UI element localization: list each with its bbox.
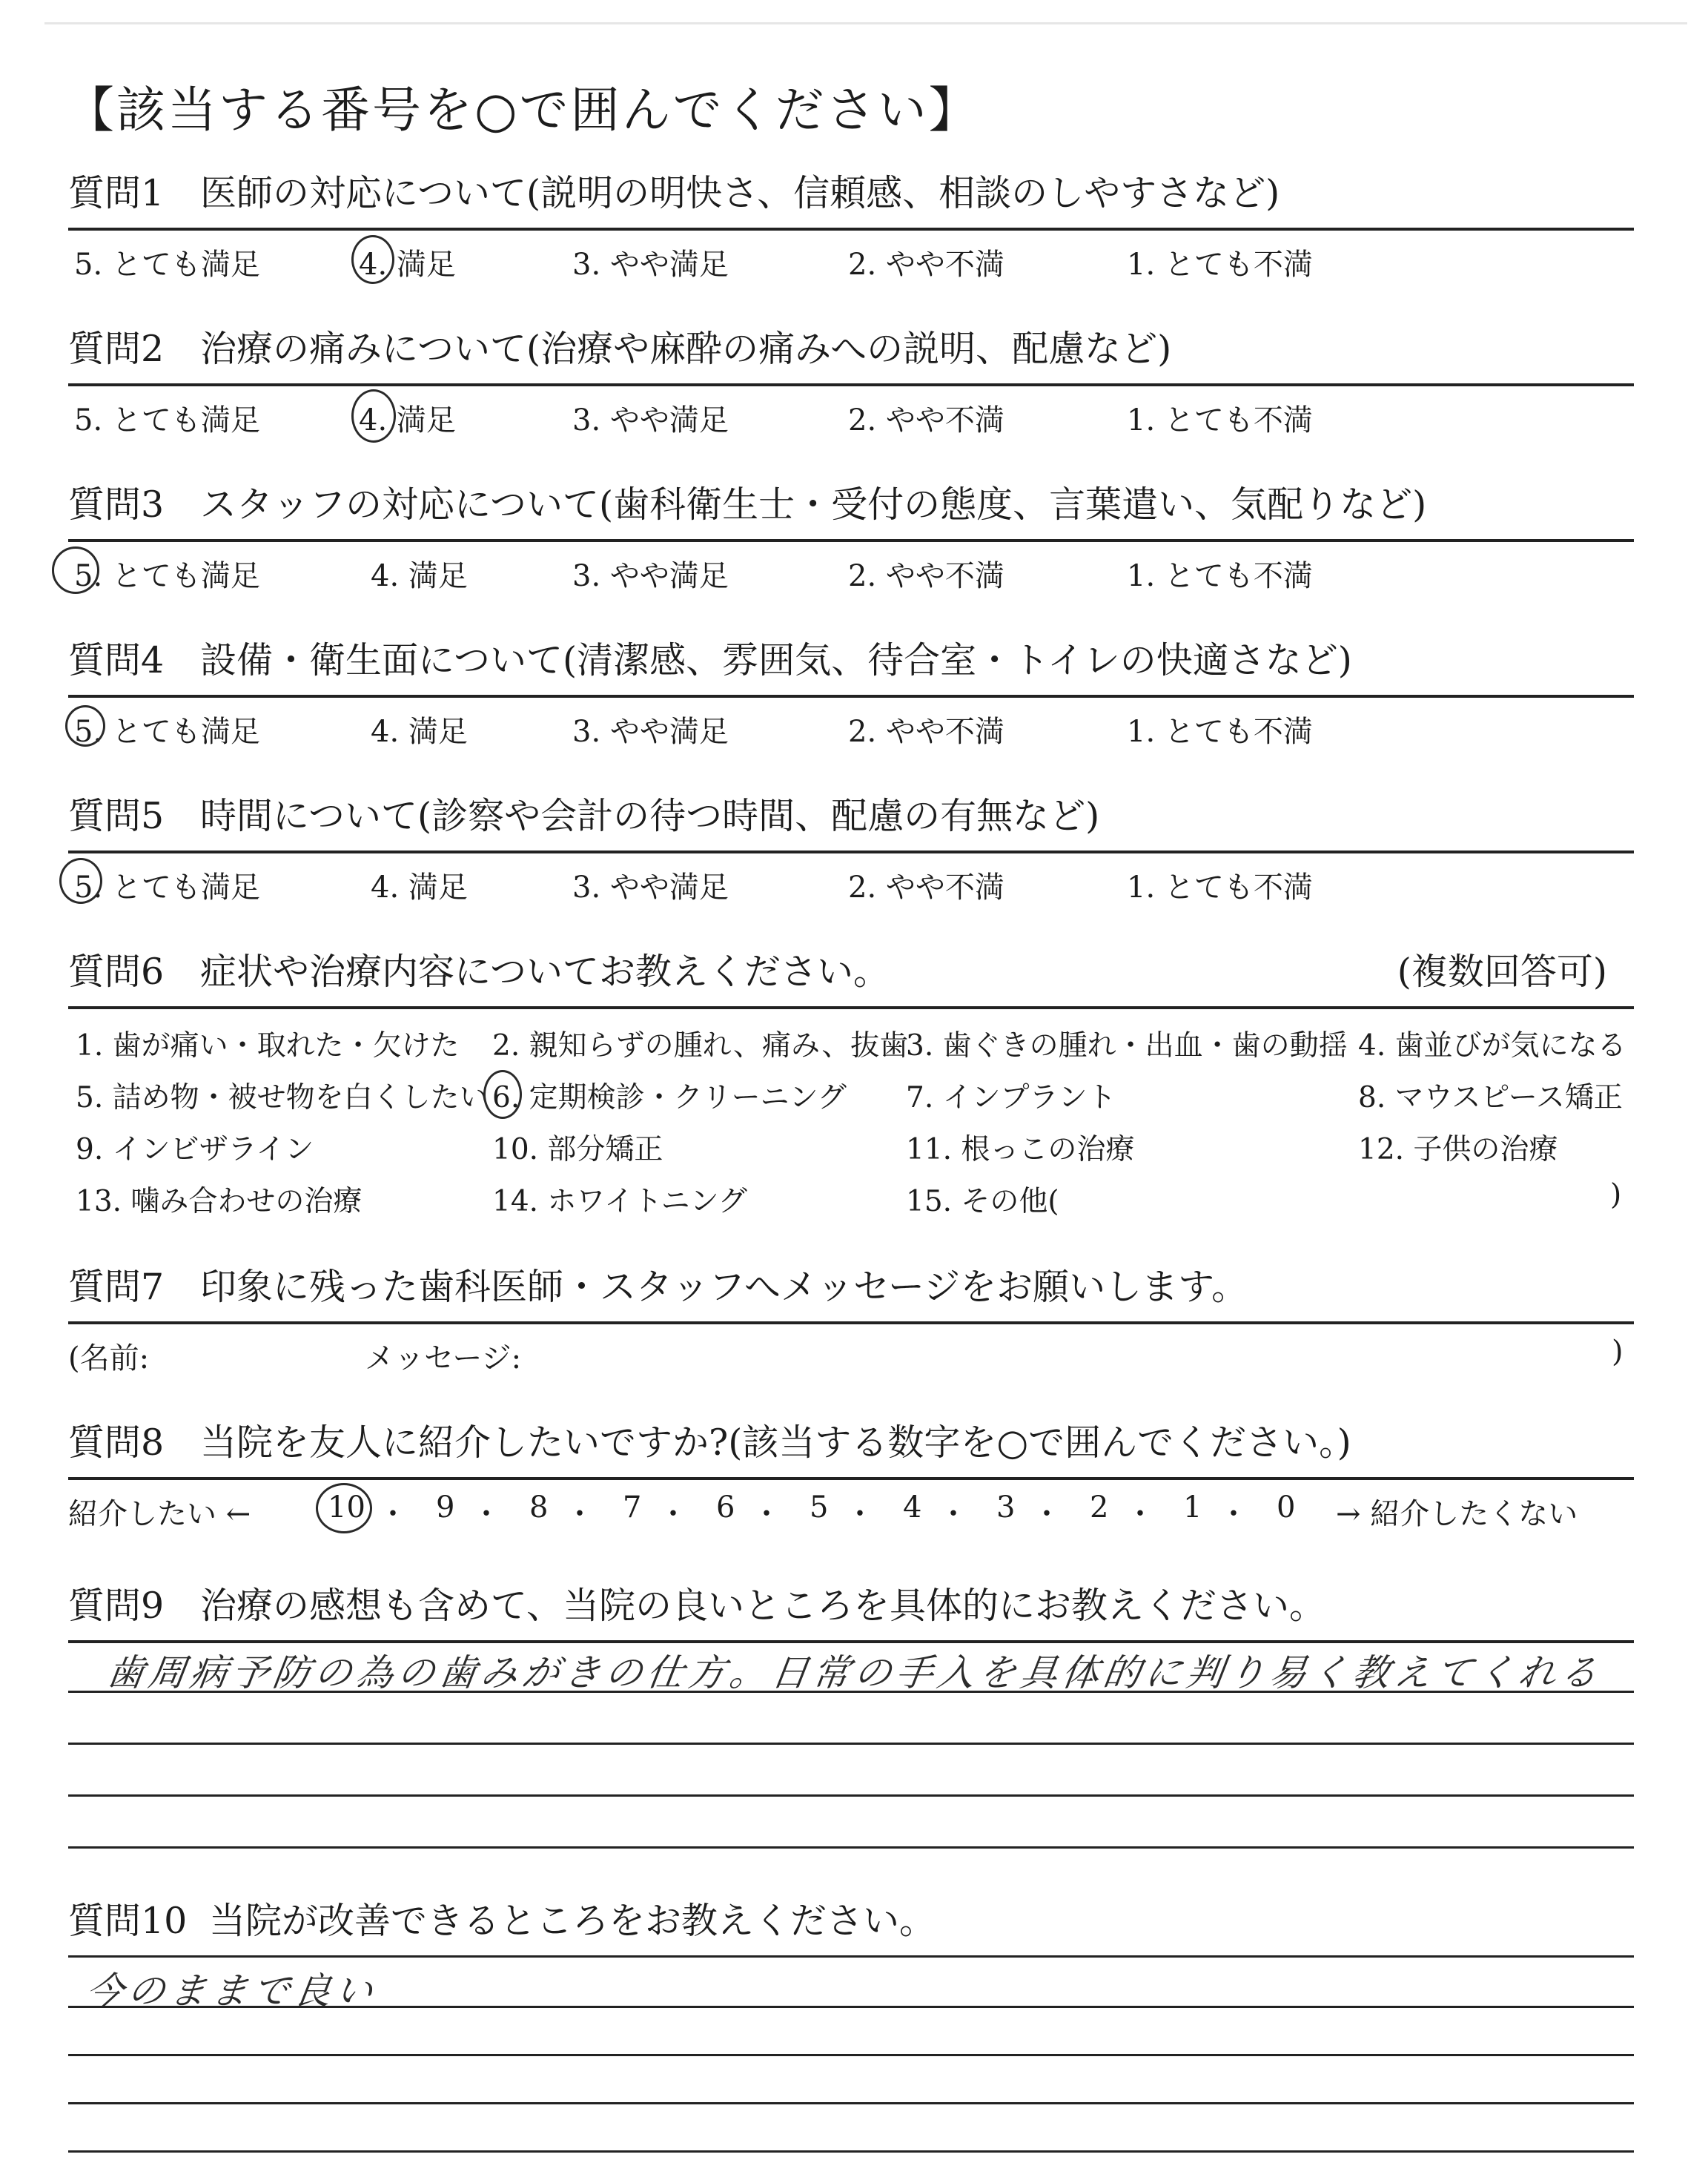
option-3[interactable]: 3. 歯ぐきの腫れ・出血・歯の動揺 <box>906 1029 1348 1063</box>
scale-dot: ・ <box>1125 1497 1155 1531</box>
scale-8[interactable]: 8 <box>529 1490 549 1525</box>
option-3[interactable]: 3. やや満足 <box>572 248 729 282</box>
option-5[interactable]: 5. 詰め物・被せ物を白くしたい <box>76 1081 489 1114</box>
question-title: 質問7 印象に残った歯科医師・スタッフへメッセージをお願いします。 <box>68 1253 1634 1324</box>
option-5[interactable]: 5. とても満足 <box>74 403 260 437</box>
rating-options <box>68 542 1634 604</box>
scale-dot: ・ <box>1219 1497 1248 1531</box>
question-title: 質問8 当院を友人に紹介したいですか?(該当する数字を○で囲んでください。) <box>68 1409 1634 1480</box>
scale-4[interactable]: 4 <box>903 1490 922 1525</box>
message-label: メッセージ: <box>365 1341 522 1375</box>
answer-line <box>68 2006 1634 2008</box>
option-5[interactable]: 5. とても満足 <box>74 871 260 905</box>
option-2[interactable]: 2. やや不満 <box>848 248 1004 282</box>
question-title: 質問10 当院が改善できるところをお教えください。 <box>68 1887 1634 1958</box>
message-row <box>68 1324 1634 1387</box>
question-7 <box>68 1253 1634 1387</box>
handwritten-answer-q9: 歯周病予防の為の歯みがきの仕方。日常の手入を具体的に判り易く教えてくれる <box>104 1651 1605 1694</box>
option-15[interactable]: 15. その他( <box>906 1185 1059 1218</box>
option-2[interactable]: 2. やや不満 <box>848 559 1004 593</box>
question-10 <box>68 1887 1634 1958</box>
multiple-answers-note: (複数回答可) <box>1397 951 1607 993</box>
option-2[interactable]: 2. やや不満 <box>848 715 1004 749</box>
option-10[interactable]: 10. 部分矯正 <box>492 1133 663 1166</box>
scale-dot: ・ <box>752 1497 781 1531</box>
recommend-right-label: → 紹介したくない <box>1336 1497 1578 1531</box>
scale-2[interactable]: 2 <box>1090 1490 1109 1525</box>
instruction-header: 【該当する番号を○で囲んでください】 <box>65 82 980 139</box>
handwritten-answer-q10: 今のままで良い <box>83 1969 380 2012</box>
scale-6[interactable]: 6 <box>716 1490 735 1525</box>
question-5 <box>68 782 1634 916</box>
option-3[interactable]: 3. やや満足 <box>572 559 729 593</box>
rating-options <box>68 386 1634 449</box>
question-title: 質問5 時間について(診察や会計の待つ時間、配慮の有無など) <box>68 782 1634 853</box>
option-12[interactable]: 12. 子供の治療 <box>1358 1133 1558 1166</box>
scale-dot: ・ <box>658 1497 688 1531</box>
option-6[interactable]: 6. 定期検診・クリーニング <box>492 1081 847 1114</box>
answer-line <box>68 2150 1634 2153</box>
question-9 <box>68 1572 1634 1643</box>
other-close-paren: ) <box>1610 1178 1622 1212</box>
scale-5[interactable]: 5 <box>810 1490 829 1525</box>
option-1[interactable]: 1. とても不満 <box>1127 559 1313 593</box>
option-1[interactable]: 1. とても不満 <box>1127 715 1313 749</box>
scale-dot: ・ <box>1032 1497 1062 1531</box>
option-5[interactable]: 5. とても満足 <box>74 715 260 749</box>
option-4[interactable]: 4. 満足 <box>371 715 468 749</box>
option-3[interactable]: 3. やや満足 <box>572 403 729 437</box>
answer-line <box>68 2054 1634 2056</box>
question-4 <box>68 627 1634 760</box>
option-1[interactable]: 1. 歯が痛い・取れた・欠けた <box>76 1029 460 1063</box>
question-title: 質問6 症状や治療内容についてお教えください。 (複数回答可) <box>68 938 1634 1009</box>
question-title: 質問2 治療の痛みについて(治療や麻酔の痛みへの説明、配慮など) <box>68 315 1634 386</box>
scale-3[interactable]: 3 <box>996 1490 1016 1525</box>
option-14[interactable]: 14. ホワイトニング <box>492 1185 747 1218</box>
rating-options <box>68 853 1634 916</box>
scale-dot: ・ <box>471 1497 501 1531</box>
option-2[interactable]: 2. やや不満 <box>848 403 1004 437</box>
option-1[interactable]: 1. とても不満 <box>1127 248 1313 282</box>
option-1[interactable]: 1. とても不満 <box>1127 403 1313 437</box>
scale-1[interactable]: 1 <box>1183 1490 1202 1525</box>
option-4[interactable]: 4. 満足 <box>371 559 468 593</box>
question-8 <box>68 1409 1634 1542</box>
option-7[interactable]: 7. インプラント <box>906 1081 1116 1114</box>
scale-9[interactable]: 9 <box>436 1490 455 1525</box>
option-1[interactable]: 1. とても不満 <box>1127 871 1313 905</box>
scale-0[interactable]: 0 <box>1277 1490 1296 1525</box>
question-3 <box>68 471 1634 604</box>
answer-line <box>68 1794 1634 1797</box>
answer-line <box>68 1743 1634 1745</box>
symptom-options <box>68 1009 1634 1226</box>
question-6 <box>68 938 1634 1226</box>
option-5[interactable]: 5. とても満足 <box>74 248 260 282</box>
scale-10[interactable]: 10 <box>328 1490 365 1525</box>
question-2 <box>68 315 1634 449</box>
option-3[interactable]: 3. やや満足 <box>572 715 729 749</box>
option-8[interactable]: 8. マウスピース矯正 <box>1358 1081 1623 1114</box>
recommend-scale <box>68 1480 1634 1542</box>
recommend-left-label: 紹介したい ← <box>68 1497 251 1531</box>
option-13[interactable]: 13. 噛み合わせの治療 <box>76 1185 363 1218</box>
rating-options <box>68 231 1634 293</box>
answer-line <box>68 1691 1634 1693</box>
option-4[interactable]: 4. 満足 <box>371 871 468 905</box>
question-title: 質問9 治療の感想も含めて、当院の良いところを具体的にお教えください。 <box>68 1572 1634 1643</box>
name-label: (名前: <box>68 1341 150 1375</box>
answer-line <box>68 1846 1634 1849</box>
option-4[interactable]: 4. 満足 <box>359 403 456 437</box>
option-4[interactable]: 4. 満足 <box>359 248 456 282</box>
option-11[interactable]: 11. 根っこの治療 <box>906 1133 1135 1166</box>
answer-line <box>68 2102 1634 2104</box>
question-1 <box>68 159 1634 293</box>
scale-7[interactable]: 7 <box>623 1490 642 1525</box>
option-5[interactable]: 5. とても満足 <box>74 559 260 593</box>
rating-options <box>68 698 1634 760</box>
option-9[interactable]: 9. インビザライン <box>76 1133 314 1166</box>
scale-dot: ・ <box>565 1497 595 1531</box>
scale-dot: ・ <box>845 1497 875 1531</box>
close-paren: ) <box>1612 1335 1623 1369</box>
option-2[interactable]: 2. やや不満 <box>848 871 1004 905</box>
option-2[interactable]: 2. 親知らずの腫れ、痛み、抜歯 <box>492 1029 909 1063</box>
top-border <box>44 22 1687 24</box>
option-3[interactable]: 3. やや満足 <box>572 871 729 905</box>
option-4[interactable]: 4. 歯並びが気になる <box>1358 1029 1626 1063</box>
question-title: 質問1 医師の対応について(説明の明快さ、信頼感、相談のしやすさなど) <box>68 159 1634 231</box>
scale-dot: ・ <box>378 1497 408 1531</box>
scale-dot: ・ <box>939 1497 968 1531</box>
question-title: 質問3 スタッフの対応について(歯科衛生士・受付の態度、言葉遣い、気配りなど) <box>68 471 1634 542</box>
question-title: 質問4 設備・衛生面について(清潔感、雰囲気、待合室・トイレの快適さなど) <box>68 627 1634 698</box>
